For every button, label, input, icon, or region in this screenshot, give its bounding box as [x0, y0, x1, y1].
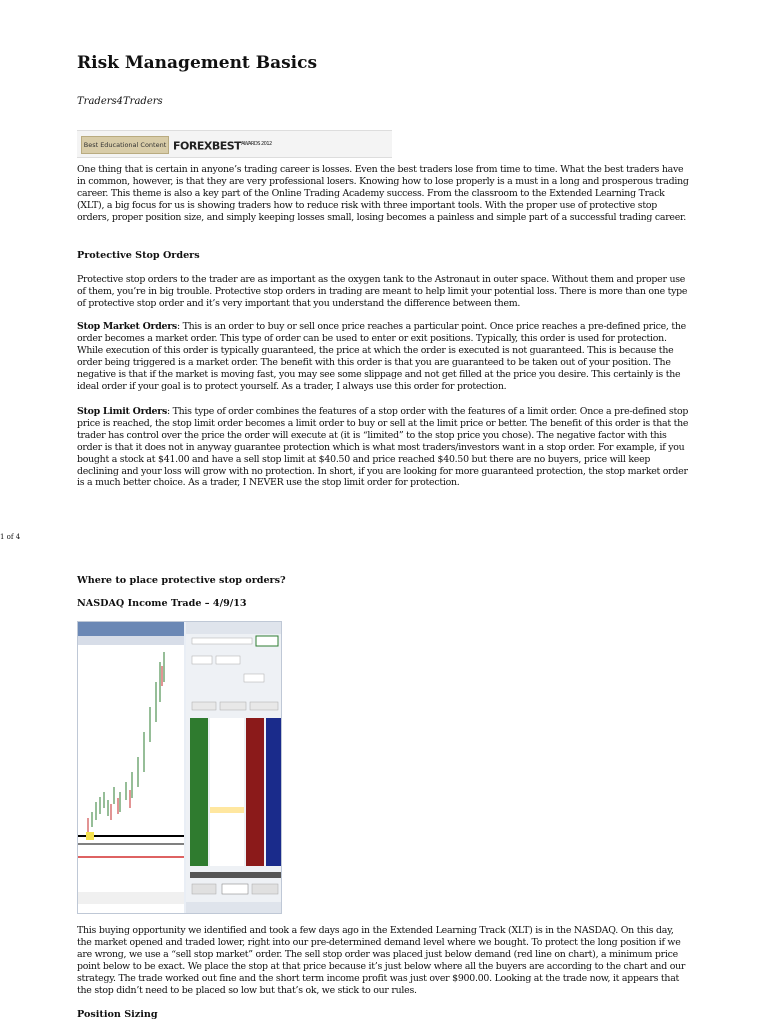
entry-marker [86, 832, 94, 840]
award-badge-label: Best Educational Content [81, 136, 169, 154]
section-heading-protective: Protective Stop Orders [77, 250, 200, 261]
protective-paragraph: Protective stop orders to the trader are as important as the oxygen tank to the Astronaut in outer space. Without them and proper use of them, you’re in big trouble. Protective stop orders in trading are meant to help limit your potential loss. There is more than one type of protective stop order and it’s very important that you understand the difference between them. [77, 274, 688, 309]
award-logo [173, 134, 272, 154]
page-title: Risk Management Basics [77, 53, 318, 73]
page-number: 1 of 4 [0, 533, 21, 541]
price-chart-svg [78, 622, 184, 914]
author-byline: Traders4Traders [77, 96, 163, 107]
section-heading-nasdaq: NASDAQ Income Trade – 4/9/13 [77, 598, 247, 609]
section-heading-position: Position Sizing [77, 1009, 158, 1020]
time-axis [78, 892, 184, 904]
stop-limit-text: : This type of order combines the features of a stop order with the features of a limit order. Once a pre-defined stop price is reached, the stop limit order becomes a limit order to buy or sell at the limit price or better. The benefit of this order is that the trader has control over the price the order will execute at (it is “limited” to the stop price you chose). The negative factor with this order is that it does not in anyway guarantee protection which is what most traders/investors want in a stop order. For example, if you bought a stock at $41.00 and have a sell stop limit at $40.50 and price reached $40.50 but there are no buyers, price will keep declining and your loss will grow with no protection. In short, if you are looking for more guaranteed protection, the stop market order is a much better choice. As a trader, I NEVER use the stop limit order for protection. [77, 406, 689, 489]
bid-column [190, 718, 208, 866]
section-heading-where: Where to place protective stop orders? [77, 575, 286, 586]
stop-market-label: Stop Market Orders [77, 321, 177, 332]
award-logo-sup: AWARDS 2012 [241, 141, 272, 147]
trading-platform-screenshot [77, 621, 282, 914]
stop-limit-label: Stop Limit Orders [77, 406, 167, 417]
stop-limit-paragraph [77, 406, 689, 489]
ask-column [246, 718, 264, 866]
dom-svg [186, 622, 282, 914]
intro-paragraph: One thing that is certain in anyone’s trading career is losses. Even the best traders lose from time to time. What the best traders have in common, however, is that they are very professional losers. Knowing how to lose properly is a must in a long and prosperous trading career. This theme is also a key part of the Online Trading Academy success. From the classroom to the Extended Learning Track (XLT), a big focus for us is showing traders how to reduce risk with three important tools. With the proper use of protective stop orders, proper position size, and simply keeping losses small, losing becomes a painless and simple part of a successful trading career. [77, 164, 689, 223]
price-column [210, 718, 244, 866]
award-logo-text: FOREXBEST [173, 139, 242, 153]
price-chart-panel [78, 622, 184, 914]
stop-market-paragraph [77, 321, 689, 392]
award-banner [77, 130, 392, 158]
volume-column [266, 718, 282, 866]
stop-market-text: : This is an order to buy or sell once price reaches a particular point. Once price reaches a pre-defined price, the order becomes a market order. This type of order can be used to enter or exit positions. Typically, this order is used for protection. While execution of this order is typically guaranteed, the price at which the order is executed is not guaranteed. This is because the order being triggered is a market order. The benefit with this order is that you are guaranteed to be taken out of your position. The negative is that if the market is moving fast, you may see some slippage and not get filled at the price you desire. This certainly is the ideal order if your goal is to protect yourself. As a trader, I always use this order for protection. [77, 321, 686, 392]
trade-paragraph: This buying opportunity we identified and took a few days ago in the Extended Learning Track (XLT) is in the NASDAQ. On this day, the market opened and traded lower, right into our pre-determined demand level where we bought. To protect the long position if we are wrong, we use a “sell stop market” order. The sell stop order was placed just below demand (red line on chart), a minimum price point below to be exact. We place the stop at that price because it’s just below where all the buyers are according to the chart and our strategy. The trade worked out fine and the short term income profit was just over $900.00. Looking at the trade now, it appears that the stop didn’t need to be placed so low but that’s ok, we stick to our rules. [77, 925, 686, 996]
depth-of-market-panel [186, 622, 282, 914]
